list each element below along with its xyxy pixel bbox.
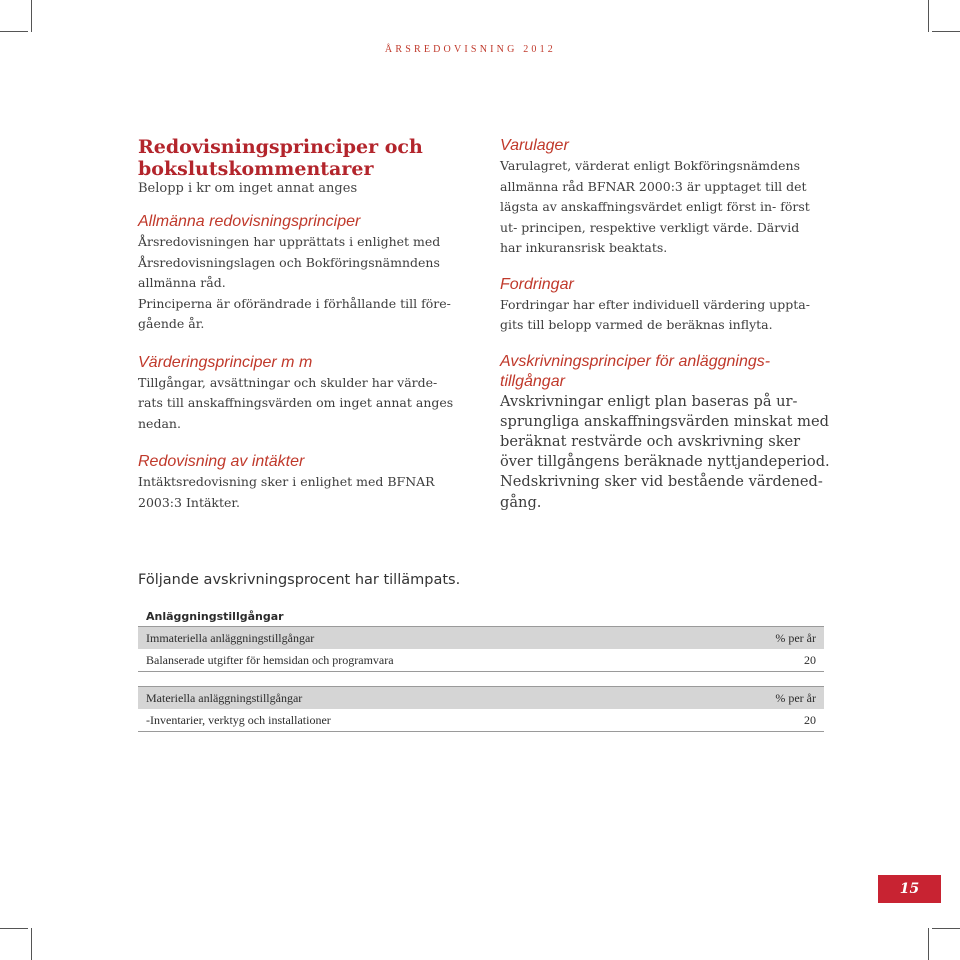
table-cell-label: -Inventarier, verktyg och installationer (146, 712, 331, 727)
section-body-accounting-principles: Årsredovisningen har upprättats i enlighet med Årsredovisningslagen och Bokföringsnämndens allmänna råd. Principerna är oförändrade i förhållande till före- gående år. (138, 234, 451, 331)
table-header-row (138, 626, 824, 649)
section-title-valuation-principles: Värderingsprinciper m m (138, 353, 313, 371)
table-cell-value: 20 (804, 712, 816, 727)
table-header-label: Materiella anläggningstillgångar (146, 690, 303, 705)
crop-mark (0, 928, 28, 929)
crop-mark (0, 31, 28, 32)
crop-mark (932, 928, 960, 929)
table-row (138, 649, 824, 672)
table-header-label: Immateriella anläggningstillgångar (146, 630, 315, 645)
section-body-valuation-principles: Tillgångar, avsättningar och skulder har värde- rats till anskaffningsvärden om inget annat anges nedan. (138, 374, 454, 431)
table-header-row (138, 686, 824, 709)
page-subtitle: Belopp i kr om inget annat anges (138, 181, 358, 196)
page-title: Redovisningsprinciper och bokslutskommentarer (138, 136, 423, 180)
table-cell-value: 20 (804, 652, 816, 667)
table-heading: Anläggningstillgångar (146, 610, 284, 623)
table-cell-label: Balanserade utgifter för hemsidan och programvara (146, 652, 394, 667)
crop-mark (31, 0, 32, 32)
section-body-inventory: Varulagret, värderat enligt Bokföringsnämdens allmänna råd BFNAR 2000:3 är upptaget till det lägsta av anskaffningsvärdet enligt först in- först ut- principen, respektive verkligt värde. Därvid har inkuransrisk beaktats. (500, 158, 810, 255)
section-body-receivables: Fordringar har efter individuell värdering uppta- gits till belopp varmed de beräknas inflyta. (500, 296, 810, 332)
section-title-receivables: Fordringar (500, 275, 574, 293)
crop-mark (31, 928, 32, 960)
table-header-unit: % per år (775, 630, 816, 645)
crop-mark (932, 31, 960, 32)
depreciation-table (138, 608, 824, 732)
table-header-unit: % per år (775, 690, 816, 705)
table-row (138, 709, 824, 732)
section-title-inventory: Varulager (500, 137, 569, 154)
section-title-accounting-principles: Allmänna redovisningsprinciper (138, 213, 361, 230)
page-number-badge: 15 (878, 875, 941, 903)
section-title-revenue-recognition: Redovisning av intäkter (138, 453, 305, 470)
left-column (138, 136, 468, 533)
crop-mark (928, 928, 929, 960)
depreciation-intro: Följande avskrivningsprocent har tillämpats. (138, 572, 461, 588)
section-body-depreciation-principles: Avskrivningar enligt plan baseras på ur- sprungliga anskaffningsvärden minskat med beräknat restvärde och avskrivning sker över tillgångens beräknade nyttjandeperiod. Nedskrivning sker vid bestående värdened- gång. (500, 392, 830, 511)
running-head: ÅRSREDOVISNING 2012 (384, 44, 556, 55)
section-title-depreciation-principles: Avskrivningsprinciper för anläggnings- tillgångar (500, 352, 771, 390)
right-column (500, 136, 830, 533)
crop-mark (928, 0, 929, 32)
section-body-revenue-recognition: Intäktsredovisning sker i enlighet med BFNAR 2003:3 Intäkter. (138, 474, 435, 510)
table-group-tangible (138, 686, 824, 732)
table-group-intangible (138, 626, 824, 672)
